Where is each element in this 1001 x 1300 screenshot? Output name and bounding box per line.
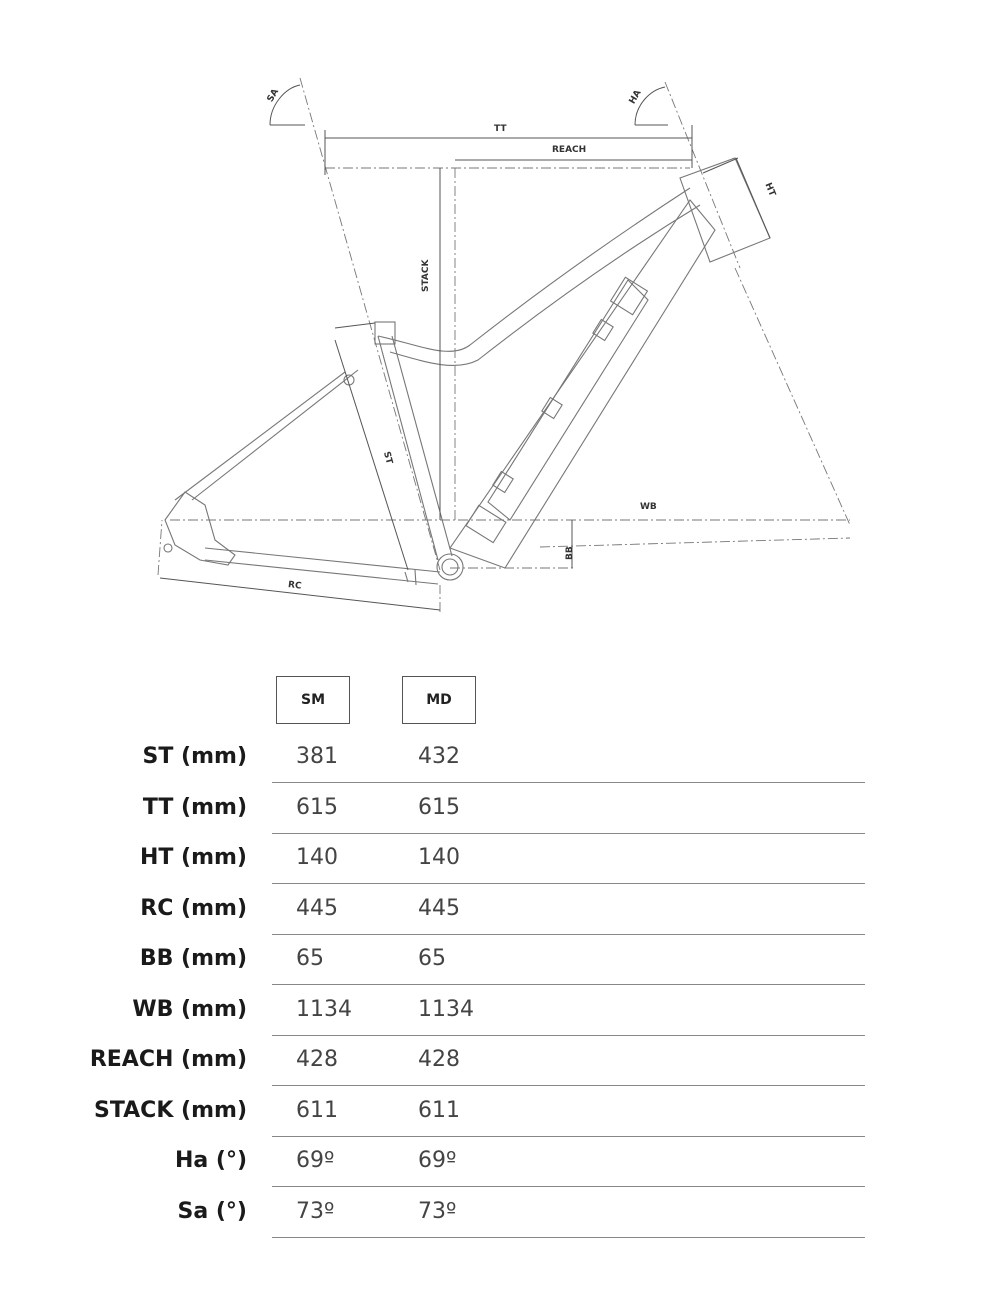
row-label: REACH (mm) [89,1047,247,1072]
row-divider [272,883,865,884]
cell-sm: 140 [296,845,338,870]
row-label: TT (mm) [142,794,247,820]
table-row [0,1037,1001,1087]
row-divider [272,1136,865,1137]
bike-geometry-diagram [0,0,1001,640]
table-row [0,1138,1001,1188]
cell-md: 432 [418,744,460,769]
table-row [0,936,1001,986]
table-row [0,785,1001,835]
row-label: STACK (mm) [94,1097,247,1123]
row-divider [272,1035,865,1036]
size-header-sm: SM [276,676,350,724]
label-sa: SA [265,87,282,104]
table-row [0,734,1001,784]
bottom-bracket-shell [437,554,463,580]
row-label: Ha (°) [174,1148,247,1173]
row-divider [272,833,865,834]
cell-md: 611 [418,1097,460,1123]
cell-sm: 69º [296,1148,335,1173]
row-divider [272,984,865,985]
cell-sm: 445 [296,895,338,921]
head-tube [680,158,770,262]
label-reach: REACH [552,145,587,155]
row-divider [272,1085,865,1086]
table-row [0,1088,1001,1138]
cell-md: 445 [418,895,460,921]
row-label: ST (mm) [142,744,247,769]
cell-sm: 615 [296,794,338,820]
label-stack: STACK [421,259,431,292]
table-row [0,987,1001,1037]
cell-sm: 611 [296,1097,338,1123]
row-divider [272,1237,865,1238]
table-row [0,835,1001,885]
rear-dropout [165,492,235,565]
cell-sm: 1134 [296,996,352,1022]
label-ht: HT [762,181,777,198]
row-label: HT (mm) [139,845,247,870]
cell-sm: 428 [296,1047,338,1072]
seat-tube [378,336,438,560]
row-label: WB (mm) [132,996,247,1022]
cell-sm: 381 [296,744,338,769]
label-bb: BB [565,546,575,560]
row-divider [272,782,865,783]
cell-md: 615 [418,794,460,820]
cell-sm: 73º [296,1198,335,1224]
cell-md: 140 [418,845,460,870]
cell-md: 73º [418,1198,457,1224]
label-rc: RC [287,580,302,592]
row-label: Sa (°) [177,1198,247,1224]
cell-md: 69º [418,1148,457,1173]
row-label: RC (mm) [140,895,247,921]
table-row [0,1189,1001,1239]
cell-md: 428 [418,1047,460,1072]
label-st: ST [380,450,394,466]
cell-md: 1134 [418,996,474,1022]
label-wb: WB [640,502,657,512]
cell-md: 65 [418,946,446,971]
row-divider [272,934,865,935]
seat-stay [175,372,345,500]
label-tt: TT [494,124,507,134]
row-divider [272,1186,865,1187]
table-row [0,886,1001,936]
label-ha: HA [627,88,644,106]
cell-sm: 65 [296,946,324,971]
row-label: BB (mm) [139,946,247,971]
size-header-md: MD [402,676,476,724]
